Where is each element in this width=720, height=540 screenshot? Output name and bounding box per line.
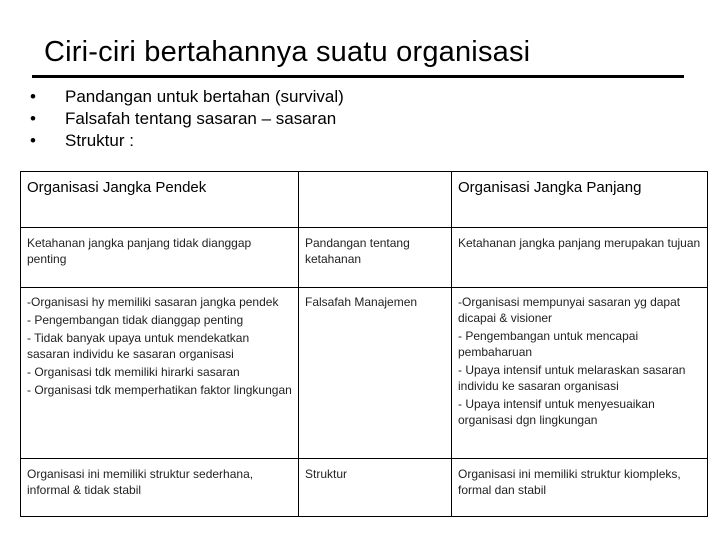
bullet-item [30,130,344,152]
cell-text: - Upaya intensif untuk menyesuaikan organisasi dgn lingkungan [458,397,655,427]
cell-text: - Pengembangan untuk mencapai pembaharuan [458,329,639,359]
header-long-term: Organisasi Jangka Panjang [452,172,708,228]
cell-text: Falsafah Manajemen [305,295,418,309]
bullet-item [30,108,344,130]
cell-aspect [299,459,452,517]
cell-text: Pandangan tentang ketahanan [305,236,410,266]
bullet-text: Pandangan untuk bertahan (survival) [65,87,344,106]
cell-text: -Organisasi hy memiliki sasaran jangka pendek [27,295,279,309]
bullet-text: Struktur : [65,131,134,150]
cell-text: - Upaya intensif untuk melaraskan sasaran individu ke sasaran organisasi [458,363,686,393]
cell-long-term [452,288,708,459]
cell-text: Organisasi ini memiliki struktur kiompleks, formal dan stabil [458,467,681,497]
comparison-table [20,171,708,517]
cell-long-term [452,459,708,517]
bullet-dot: • [30,87,36,106]
cell-aspect [299,288,452,459]
bullet-dot: • [30,109,36,128]
cell-short-term [21,459,299,517]
cell-text: - Pengembangan tidak dianggap penting [27,313,244,327]
cell-text: - Organisasi tdk memiliki hirarki sasaran [27,365,240,379]
slide-title: Ciri-ciri bertahannya suatu organisasi [44,36,531,68]
table-header-row [21,172,708,228]
table-row [21,459,708,517]
cell-text: Organisasi ini memiliki struktur sederhana, informal & tidak stabil [27,467,254,497]
table-row [21,288,708,459]
bullet-dot: • [30,131,36,150]
bullet-list [30,86,344,152]
cell-text: Ketahanan jangka panjang tidak dianggap penting [27,236,252,266]
cell-aspect [299,228,452,288]
cell-long-term [452,228,708,288]
header-aspect [299,172,452,228]
cell-text: - Tidak banyak upaya untuk mendekatkan sasaran individu ke sasaran organisasi [27,331,250,361]
cell-text: - Organisasi tdk memperhatikan faktor lingkungan [27,383,292,397]
bullet-text: Falsafah tentang sasaran – sasaran [65,109,337,128]
cell-short-term [21,288,299,459]
cell-text: Struktur [305,467,348,481]
table-row [21,228,708,288]
cell-text: -Organisasi mempunyai sasaran yg dapat dicapai & visioner [458,295,681,325]
cell-short-term [21,228,299,288]
header-short-term: Organisasi Jangka Pendek [21,172,299,228]
cell-text: Ketahanan jangka panjang merupakan tujuan [458,236,701,250]
bullet-item [30,86,344,108]
title-underline [32,75,684,78]
